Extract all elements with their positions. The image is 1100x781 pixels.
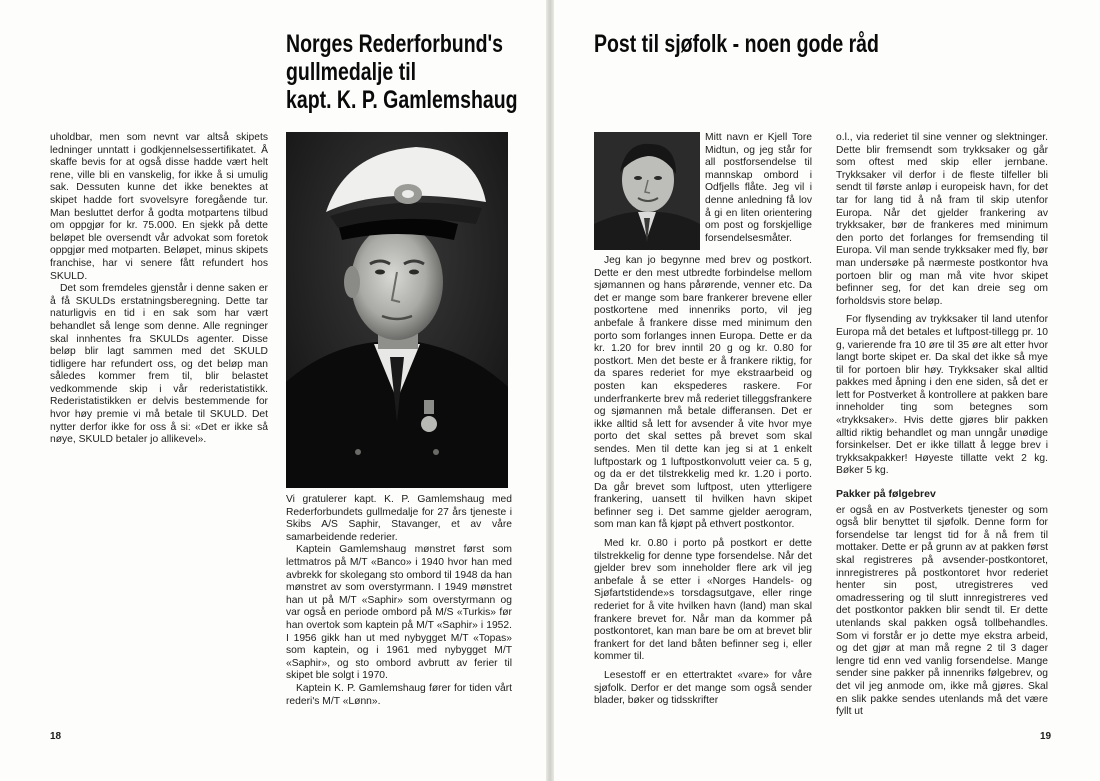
photo-caption [286,494,512,708]
section-subheading: Pakker på følgebrev [836,488,936,501]
right-headline: Post til sjøfolk - noen gode råd [594,30,879,58]
article-intro: Mitt navn er Kjell Tore Midtun, og jeg står for all postforsendelse til mannskap ombord i Odfjells flåte. Jeg vil i denne anledning få lov å gi en liten orientering om post og forskjellige forsendelsesmåter. [705,132,812,244]
left-headline-line-1: Norges Rederforbund's [286,30,503,58]
paragraph: For flysending av trykksaker til land utenfor Europa må det betales et luftpost-tillegg pr. 10 g, varierende fra 10 øre til 35 øre alt etter hvor langt borte skipet er. Da skal det ikke så mye til for portoen blir høy. Trykksaker skal alltid pakkes med åpning i den ene siden, så det er lett for Postverket å kontrollere at pakken bare inneholder ting som betegnes som «trykksaker». Hvis dette gjøres blir pakken alltid riktig behandlet og man unngår unødige forsinkelser. Det er ikke tillatt å legge brev i trykksakpakker! Høyeste tillatte vekt 2 kg. Bøker 5 kg. [836,314,1048,477]
paragraph: Det som fremdeles gjenstår i denne saken er å få SKULDs erstatningsberegning. Dette tar naturligvis en tid i en sak som har vært behandlet så lenge som denne. Alle regninger skal innhentes fra SKULDs agenter. Disse beløp blir lagt sammen med det SKULD tidligere har refundert oss, og det beløp man således kommer frem til, blir belastet vedkommende skip i vår rederistatistikk. Rederistatistikken er delvis bestemmende for hvor høy premie vi må betale til SKULD. Det nytter derfor ikke for oss å si: «Det er ikke så nøye, SKULD betaler jo allikevel». [50,283,268,446]
paragraph: Jeg kan jo begynne med brev og postkort. Dette er den mest utbredte forbindelse mellom sjømannen og hans pårørende, venner etc. Da det er mange som bare frankerer brevene eller postkortene med innenriks porto, vil jeg anbefale å frankere disse med minimum den porto som forlanges innen Europa. Dette er da kr. 1.20 for brev inntil 20 g og kr. 0.80 for postkort. Men det beste er å frankere riktig, for da spares rederiet for mye ekstraarbeid og posten kan ekspederes raskere. For underfrankerte brev må rederiet tilleggsfrankere og sjømannen må betale differansen. Det er ikke alltid så lett for avsender å vite hvor mye porto det skal settes på brevet som skal sendes. Men til dette kan jeg si at 1 enkelt luftpostark og 1 luftpostkonvolutt veier ca. 5 g, og da er det tilstrekkelig med kr. 1.20 i porto. Da går brevet som luftpost, uten ytterligere frankering, uansett til hvilken havn skipet befinner seg i. Det samme gjelder aerogram, som man kan få kjøpt på ethvert postkontor. [594,255,812,531]
paragraph: o.l., via rederiet til sine venner og slektninger. Dette blir fremsendt som trykksaker og går som oftest med skip eller jernbane. Trykksaker vil derfor i de fleste tilfeller bli sendt til første anløp i europeisk havn, for det tar for lang tid å nå fram til skip utenfor Europa. Når det gjelder frankering av trykksaker, bør de frankeres med minimum den porto det forlanges for fremsending til Europa. Vil man sende trykksaker med fly, bør man undersøke på nærmeste postkontor hva portoen blir og man må vite hvor skipet befinner seg, for det kan dreie seg om forholdsvis store beløp. [836,132,1048,307]
caption-paragraph: Kaptein Gamlemshaug mønstret først som lettmatros på M/T «Banco» i 1940 hvor han med avbrekk for skolegang sto ombord til 1948 da han mønstret av som overstyrmann. I 1949 mønstret han ut på M/T «Saphir» som overstyrmann og var også en periode ombord på M/S «Turkis» før han overtok som kaptein på M/T «Saphir» i 1952. I 1956 gikk han ut med nybygget M/T «Topas» som kaptein, og i 1961 med nybygget M/T «Saphir», og sto ombord avbrutt av ferier til skipet ble solgt i 1970. [286,544,512,682]
page-number-left: 18 [50,731,62,742]
caption-paragraph: Kaptein K. P. Gamlemshaug fører for tiden vårt rederi's M/T «Lønn». [286,682,512,707]
paragraph: uholdbar, men som nevnt var altså skipets ledninger unntatt i godkjennelsessertifikatet. Å skaffe bevis for at også disse hadde vært helt rene, ville bli en vanskelig, for ikke å si umulig sak. Dessuten kunne det ikke benektes at skipet hadde fort svovelsyre foregående tur. Man besluttet derfor å godta motpartens tilbud om oppgjør for kr. 75.000. En sjekk på dette beløpet ble oversendt vår advokat som foretok oppgjør med motparten. Beløpet, minus skipets franchise, har vi senere fått refundert hos SKULD. [50,132,268,282]
left-column-text [50,132,268,447]
paragraph: Med kr. 0.80 i porto på postkort er dette tilstrekkelig for denne type forsendelse. Når det gjelder brev som inneholder flere ark vil jeg anbefale å se etter i «Norges Handels- og Sjøfartstidende»s torsdagsutgave, eller ringe rederiet for å vite hvilken havn (land) man skal frankere brevet for. Når man da kommer på postkontoret, kan man bare be om at brevet blir frankert for det land båten befinner seg i, eller kommer til. [594,538,812,663]
right-column-text-2 [836,132,1048,719]
page-gutter [546,0,554,781]
left-headline [286,30,518,114]
paragraph: Lesestoff er en ettertraktet «vare» for våre sjøfolk. Derfor er det mange som også sender blader, bøker og tidsskrifter [594,670,812,707]
page-number-right: 19 [1040,731,1052,742]
left-headline-line-3: kapt. K. P. Gamlemshaug [286,86,518,114]
left-headline-line-2: gullmedalje til [286,58,417,86]
caption-paragraph: Vi gratulerer kapt. K. P. Gamlemshaug med Rederforbundets gullmedalje for 27 års tjeneste i Skibs A/S Saphir, Stavanger, et av våre samarbeidende rederier. [286,494,512,543]
right-column-text-1 [594,255,812,708]
author-portrait-photo [594,132,700,250]
captain-portrait-photo [286,132,508,488]
paragraph: er også en av Postverkets tjenester og som også blir benyttet til sjøfolk. Denne form for forsendelse tar lengst tid for å nå frem til mottaker. Dette er på grunn av at pakken først skal registreres på avsender-postkontoret, innregistreres på postkontoret hvor rederiet henter sin post, utregistreres ved omadressering og til slutt innregistreres ved det postkontor pakken blir sendt til. Er dette utenlands skal pakken også tollbehandles. Som vi forstår er jo dette mye ekstra arbeid, og det gjør at man må regne 2 til 3 dager lengre tid enn ved vanlig forsendelse. Mange sender sine pakker på innenriks følgebrev, og det vil jeg anmode om, ikke må gjøres. Skal en slik pakke sendes utenlands må det være fyllt ut [836,504,1048,718]
